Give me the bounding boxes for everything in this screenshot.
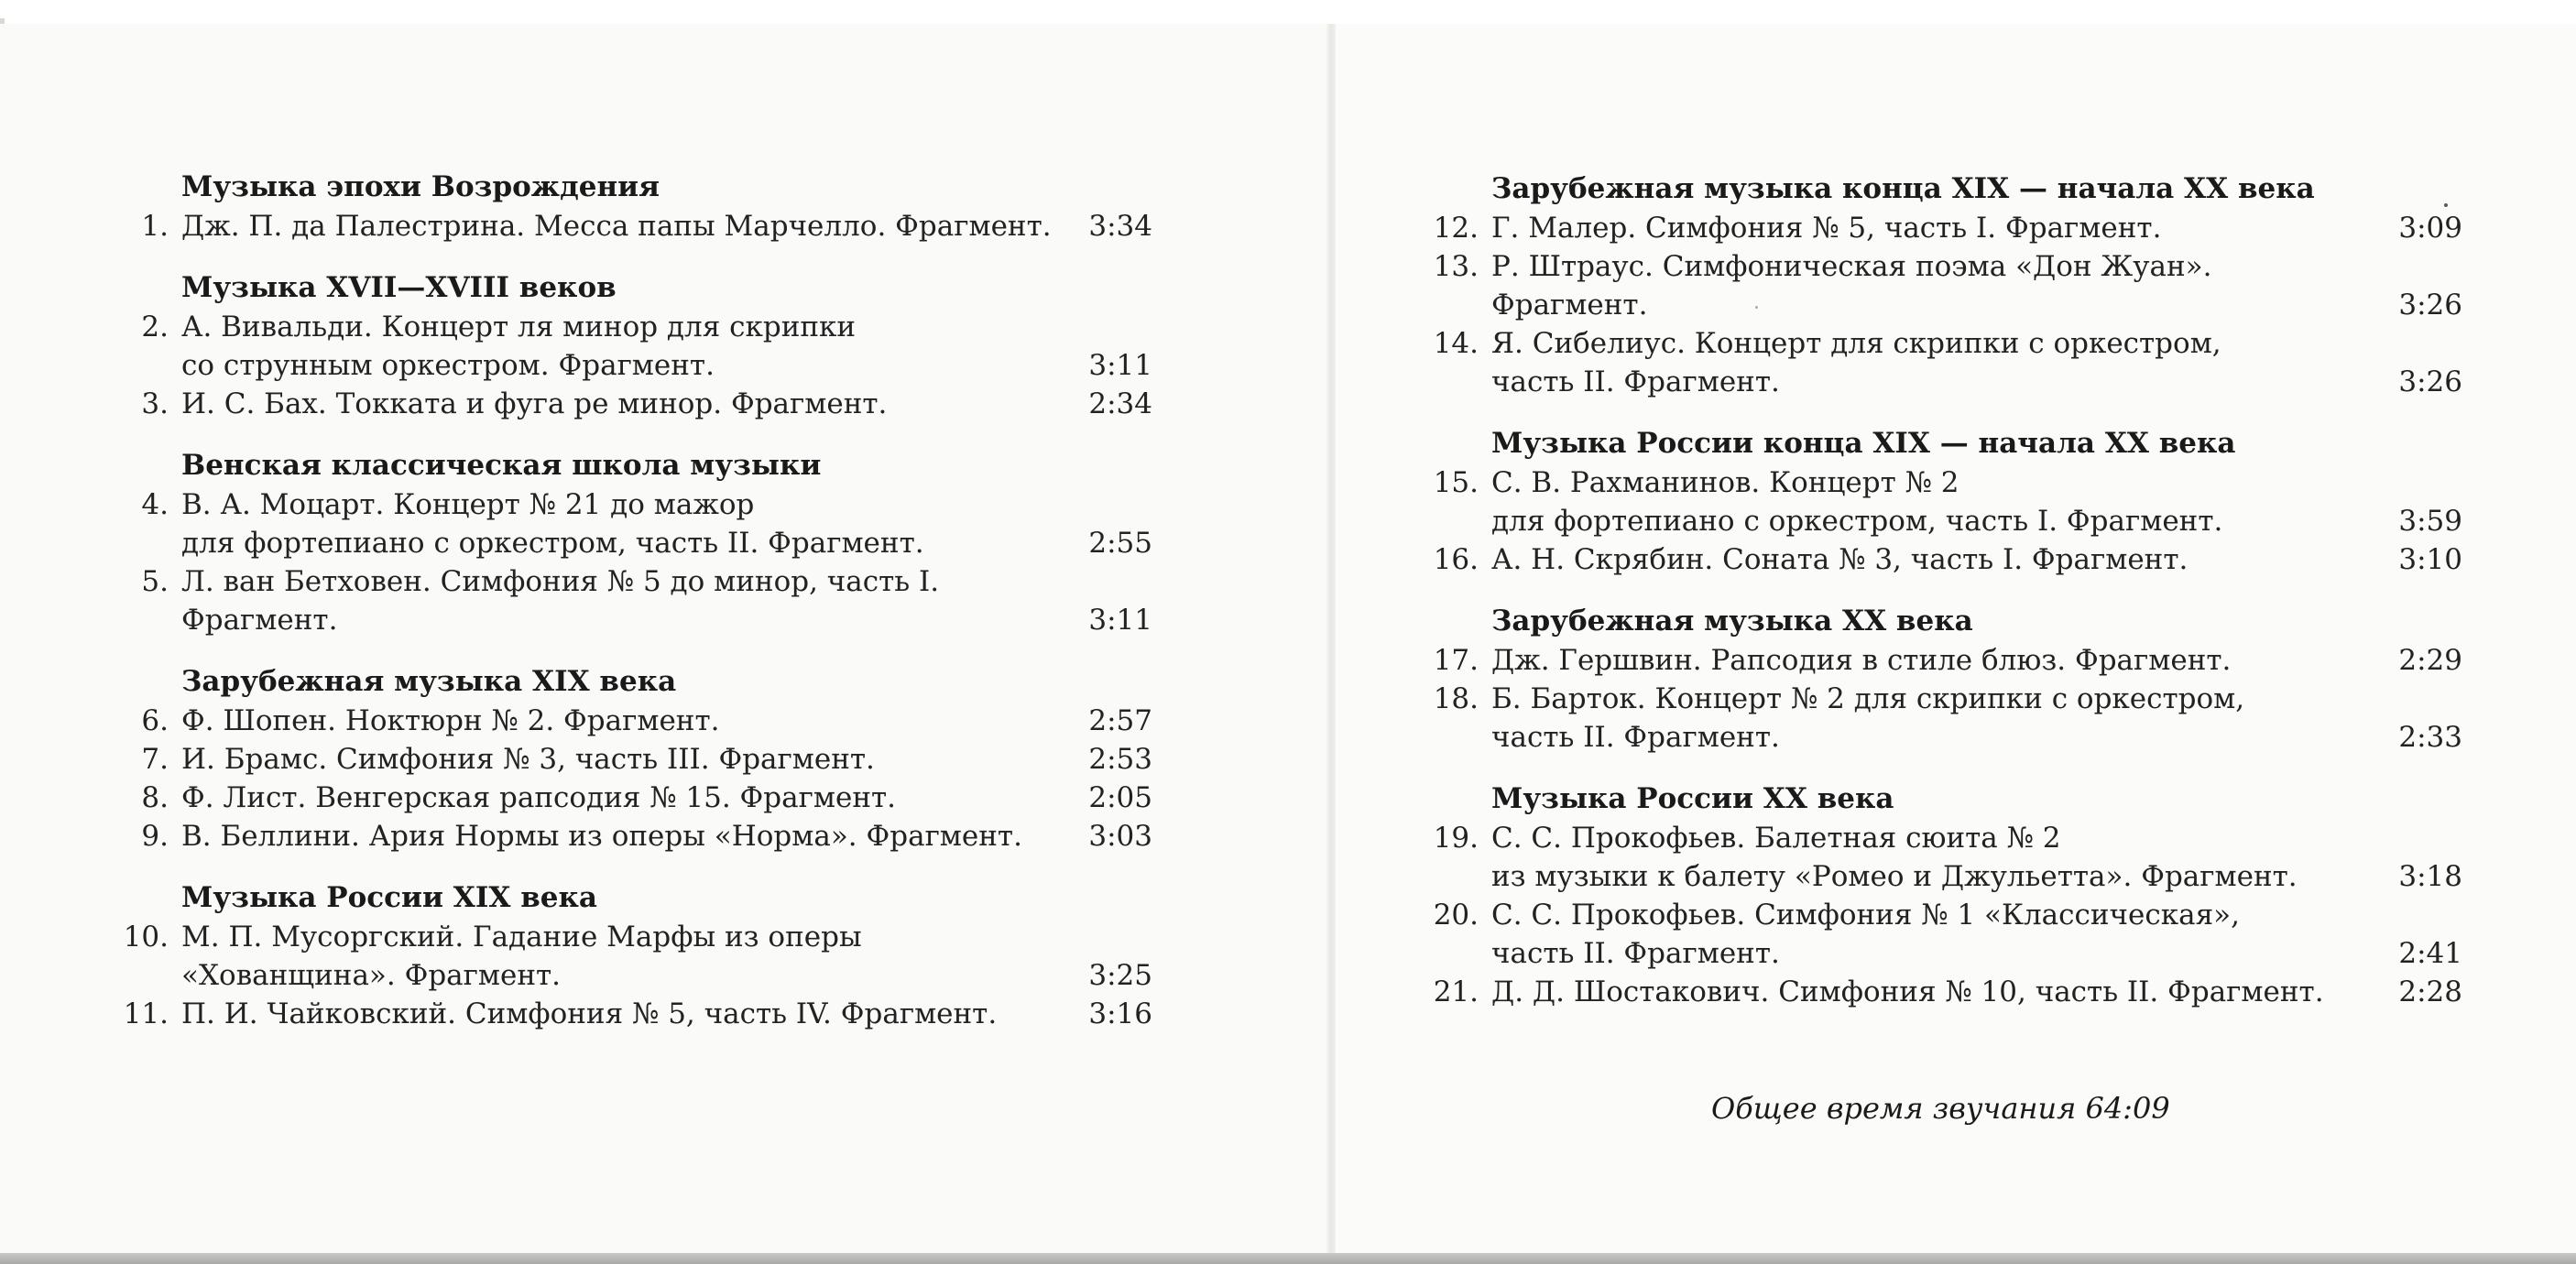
track-row <box>108 562 1152 639</box>
scan-speck <box>1755 306 1758 309</box>
track-row <box>1418 324 2462 401</box>
track-duration: 2:53 <box>1088 743 1152 776</box>
track-duration: 3:11 <box>1088 604 1152 637</box>
tracklist-section <box>108 167 1152 245</box>
track-row <box>108 207 1152 245</box>
track-number: 19. <box>1433 822 1479 855</box>
track-title <box>181 918 1070 995</box>
track-number: 11. <box>123 997 169 1030</box>
tracklist-section <box>1418 423 2462 579</box>
track-title-line: С. С. Прокофьев. Балетная сюита № 2 <box>1491 822 2061 855</box>
track-title-line: И. Брамс. Симфония № 3, часть III. Фрагмент. <box>181 743 875 776</box>
track-duration: 3:59 <box>2398 505 2462 538</box>
track-title-line: П. И. Чайковский. Симфония № 5, часть IV. Фрагмент. <box>181 997 998 1030</box>
tracklist-section <box>108 877 1152 1033</box>
track-duration: 3:26 <box>2398 365 2462 398</box>
tracklist-section <box>1418 169 2462 401</box>
track-title-line: Б. Барток. Концерт № 2 для скрипки с оркестром, <box>1491 682 2245 715</box>
track-title-line: из музыки к балету «Ромео и Джульетта». Фрагмент. <box>1491 860 2298 893</box>
track-number: 10. <box>123 921 169 953</box>
track-title <box>1491 324 2380 401</box>
track-number: 16. <box>1433 543 1479 576</box>
track-title-line: В. А. Моцарт. Концерт № 21 до мажор <box>181 488 755 521</box>
track-title <box>181 995 1070 1033</box>
track-number: 3. <box>141 387 169 420</box>
track-row <box>108 308 1152 385</box>
section-title: Зарубежная музыка XX века <box>1491 605 1973 637</box>
track-title <box>1491 819 2380 896</box>
tracklist-section <box>108 445 1152 639</box>
track-duration: 3:25 <box>1088 959 1152 992</box>
track-title-line: Дж. П. да Палестрина. Месса папы Марчелло. Фрагмент. <box>181 210 1052 243</box>
track-title-line: со струнным оркестром. Фрагмент. <box>181 349 715 382</box>
page-bottom-edge <box>0 1253 2576 1264</box>
tracklist-section <box>108 661 1152 855</box>
track-duration: 2:34 <box>1088 387 1152 420</box>
track-duration: 3:34 <box>1088 210 1152 243</box>
track-row <box>108 485 1152 562</box>
right-tracklist <box>1418 169 2462 1011</box>
track-title <box>181 779 1070 817</box>
track-title-line: И. С. Бах. Токката и фуга ре минор. Фрагмент. <box>181 387 888 420</box>
track-title <box>181 702 1070 740</box>
track-title-line: Д. Д. Шостакович. Симфония № 10, часть II. Фрагмент. <box>1491 975 2324 1008</box>
track-title <box>1491 680 2380 757</box>
track-title-line: В. Беллини. Ария Нормы из оперы «Норма». Фрагмент. <box>181 820 1022 853</box>
track-number: 17. <box>1433 644 1479 677</box>
track-row <box>108 385 1152 423</box>
track-title-line: Л. ван Бетховен. Симфония № 5 до минор, часть I. <box>181 565 940 598</box>
track-title-line: Я. Сибелиус. Концерт для скрипки с оркестром, <box>1491 327 2221 360</box>
track-title <box>1491 209 2380 247</box>
track-number: 8. <box>141 781 169 814</box>
total-duration: Общее время звучания 64:09 <box>1711 1091 2170 1126</box>
track-title-line: для фортепиано с оркестром, часть II. Фрагмент. <box>181 527 924 560</box>
track-duration: 3:09 <box>2398 212 2462 245</box>
track-row <box>1418 896 2462 973</box>
track-number: 1. <box>141 210 169 243</box>
track-row <box>1418 973 2462 1011</box>
track-number: 21. <box>1433 975 1479 1008</box>
track-row <box>108 918 1152 995</box>
track-title-line: Дж. Гершвин. Рапсодия в стиле блюз. Фрагмент. <box>1491 644 2232 677</box>
track-title-line: А. Н. Скрябин. Соната № 3, часть I. Фрагмент. <box>1491 543 2189 576</box>
track-title-line: А. Вивальди. Концерт ля минор для скрипки <box>181 311 857 343</box>
left-tracklist <box>108 167 1152 1033</box>
track-number: 7. <box>141 743 169 776</box>
track-number: 15. <box>1433 466 1479 499</box>
track-duration: 2:41 <box>2398 937 2462 970</box>
track-title <box>181 740 1070 779</box>
track-row <box>1418 247 2462 324</box>
track-number: 2. <box>141 311 169 343</box>
track-row <box>1418 540 2462 579</box>
tracklist-section <box>1418 779 2462 1011</box>
track-row <box>1418 641 2462 680</box>
track-title-line: С. В. Рахманинов. Концерт № 2 <box>1491 466 1959 499</box>
track-row <box>108 995 1152 1033</box>
track-title-line: Фрагмент. <box>181 604 338 637</box>
track-number: 20. <box>1433 899 1479 932</box>
track-title-line: Р. Штраус. Симфоническая поэма «Дон Жуан». <box>1491 250 2212 283</box>
track-title <box>181 817 1070 855</box>
track-duration: 3:10 <box>2398 543 2462 576</box>
track-title <box>1491 641 2380 680</box>
track-number: 6. <box>141 704 169 737</box>
track-number: 9. <box>141 820 169 853</box>
scan-speck <box>2444 203 2448 207</box>
track-row <box>108 740 1152 779</box>
track-title-line: М. П. Мусоргский. Гадание Марфы из оперы <box>181 921 862 953</box>
track-row <box>1418 463 2462 540</box>
track-title-line: «Хованщина». Фрагмент. <box>181 959 562 992</box>
track-title-line: С. С. Прокофьев. Симфония № 1 «Классическая», <box>1491 899 2240 932</box>
tracklist-section <box>1418 601 2462 757</box>
track-title <box>1491 896 2380 973</box>
track-number: 12. <box>1433 212 1479 245</box>
section-title: Музыка России XIX века <box>181 881 597 914</box>
section-title: Музыка эпохи Возрождения <box>181 170 660 203</box>
track-duration: 3:16 <box>1088 997 1152 1030</box>
track-title <box>181 308 1070 385</box>
track-row <box>1418 680 2462 757</box>
track-title-line: Ф. Шопен. Ноктюрн № 2. Фрагмент. <box>181 704 720 737</box>
section-title: Зарубежная музыка конца XIX — начала XX века <box>1491 172 2315 205</box>
page-fold <box>1326 24 1336 1255</box>
section-title: Зарубежная музыка XIX века <box>181 665 677 698</box>
track-number: 18. <box>1433 682 1479 715</box>
track-number: 14. <box>1433 327 1479 360</box>
track-row <box>1418 819 2462 896</box>
track-number: 5. <box>141 565 169 598</box>
track-duration: 2:55 <box>1088 527 1152 560</box>
track-row <box>108 702 1152 740</box>
track-title <box>1491 247 2380 324</box>
track-number: 4. <box>141 488 169 521</box>
track-duration: 2:05 <box>1088 781 1152 814</box>
track-title-line: для фортепиано с оркестром, часть I. Фрагмент. <box>1491 505 2223 538</box>
track-number: 13. <box>1433 250 1479 283</box>
track-duration: 3:11 <box>1088 349 1152 382</box>
track-duration: 3:03 <box>1088 820 1152 853</box>
track-title-line: часть II. Фрагмент. <box>1491 937 1780 970</box>
section-title: Венская классическая школа музыки <box>181 449 822 482</box>
track-duration: 3:26 <box>2398 289 2462 321</box>
track-row <box>108 779 1152 817</box>
track-title <box>1491 973 2380 1011</box>
tracklist-section <box>108 267 1152 423</box>
track-row <box>108 817 1152 855</box>
track-title-line: часть II. Фрагмент. <box>1491 365 1780 398</box>
track-title <box>181 207 1070 245</box>
track-title-line: Фрагмент. <box>1491 289 1648 321</box>
track-duration: 2:29 <box>2398 644 2462 677</box>
track-title <box>181 385 1070 423</box>
track-title <box>1491 463 2380 540</box>
track-duration: 2:33 <box>2398 721 2462 754</box>
track-title-line: часть II. Фрагмент. <box>1491 721 1780 754</box>
section-title: Музыка России конца XIX — начала XX века <box>1491 427 2236 460</box>
section-title: Музыка XVII—XVIII веков <box>181 271 617 304</box>
track-title <box>1491 540 2380 579</box>
track-duration: 2:57 <box>1088 704 1152 737</box>
track-title-line: Г. Малер. Симфония № 5, часть I. Фрагмент. <box>1491 212 2162 245</box>
section-title: Музыка России XX века <box>1491 782 1894 815</box>
track-row <box>1418 209 2462 247</box>
track-duration: 2:28 <box>2398 975 2462 1008</box>
track-duration: 3:18 <box>2398 860 2462 893</box>
track-title-line: Ф. Лист. Венгерская рапсодия № 15. Фрагмент. <box>181 781 896 814</box>
track-title <box>181 562 1070 639</box>
track-title <box>181 485 1070 562</box>
